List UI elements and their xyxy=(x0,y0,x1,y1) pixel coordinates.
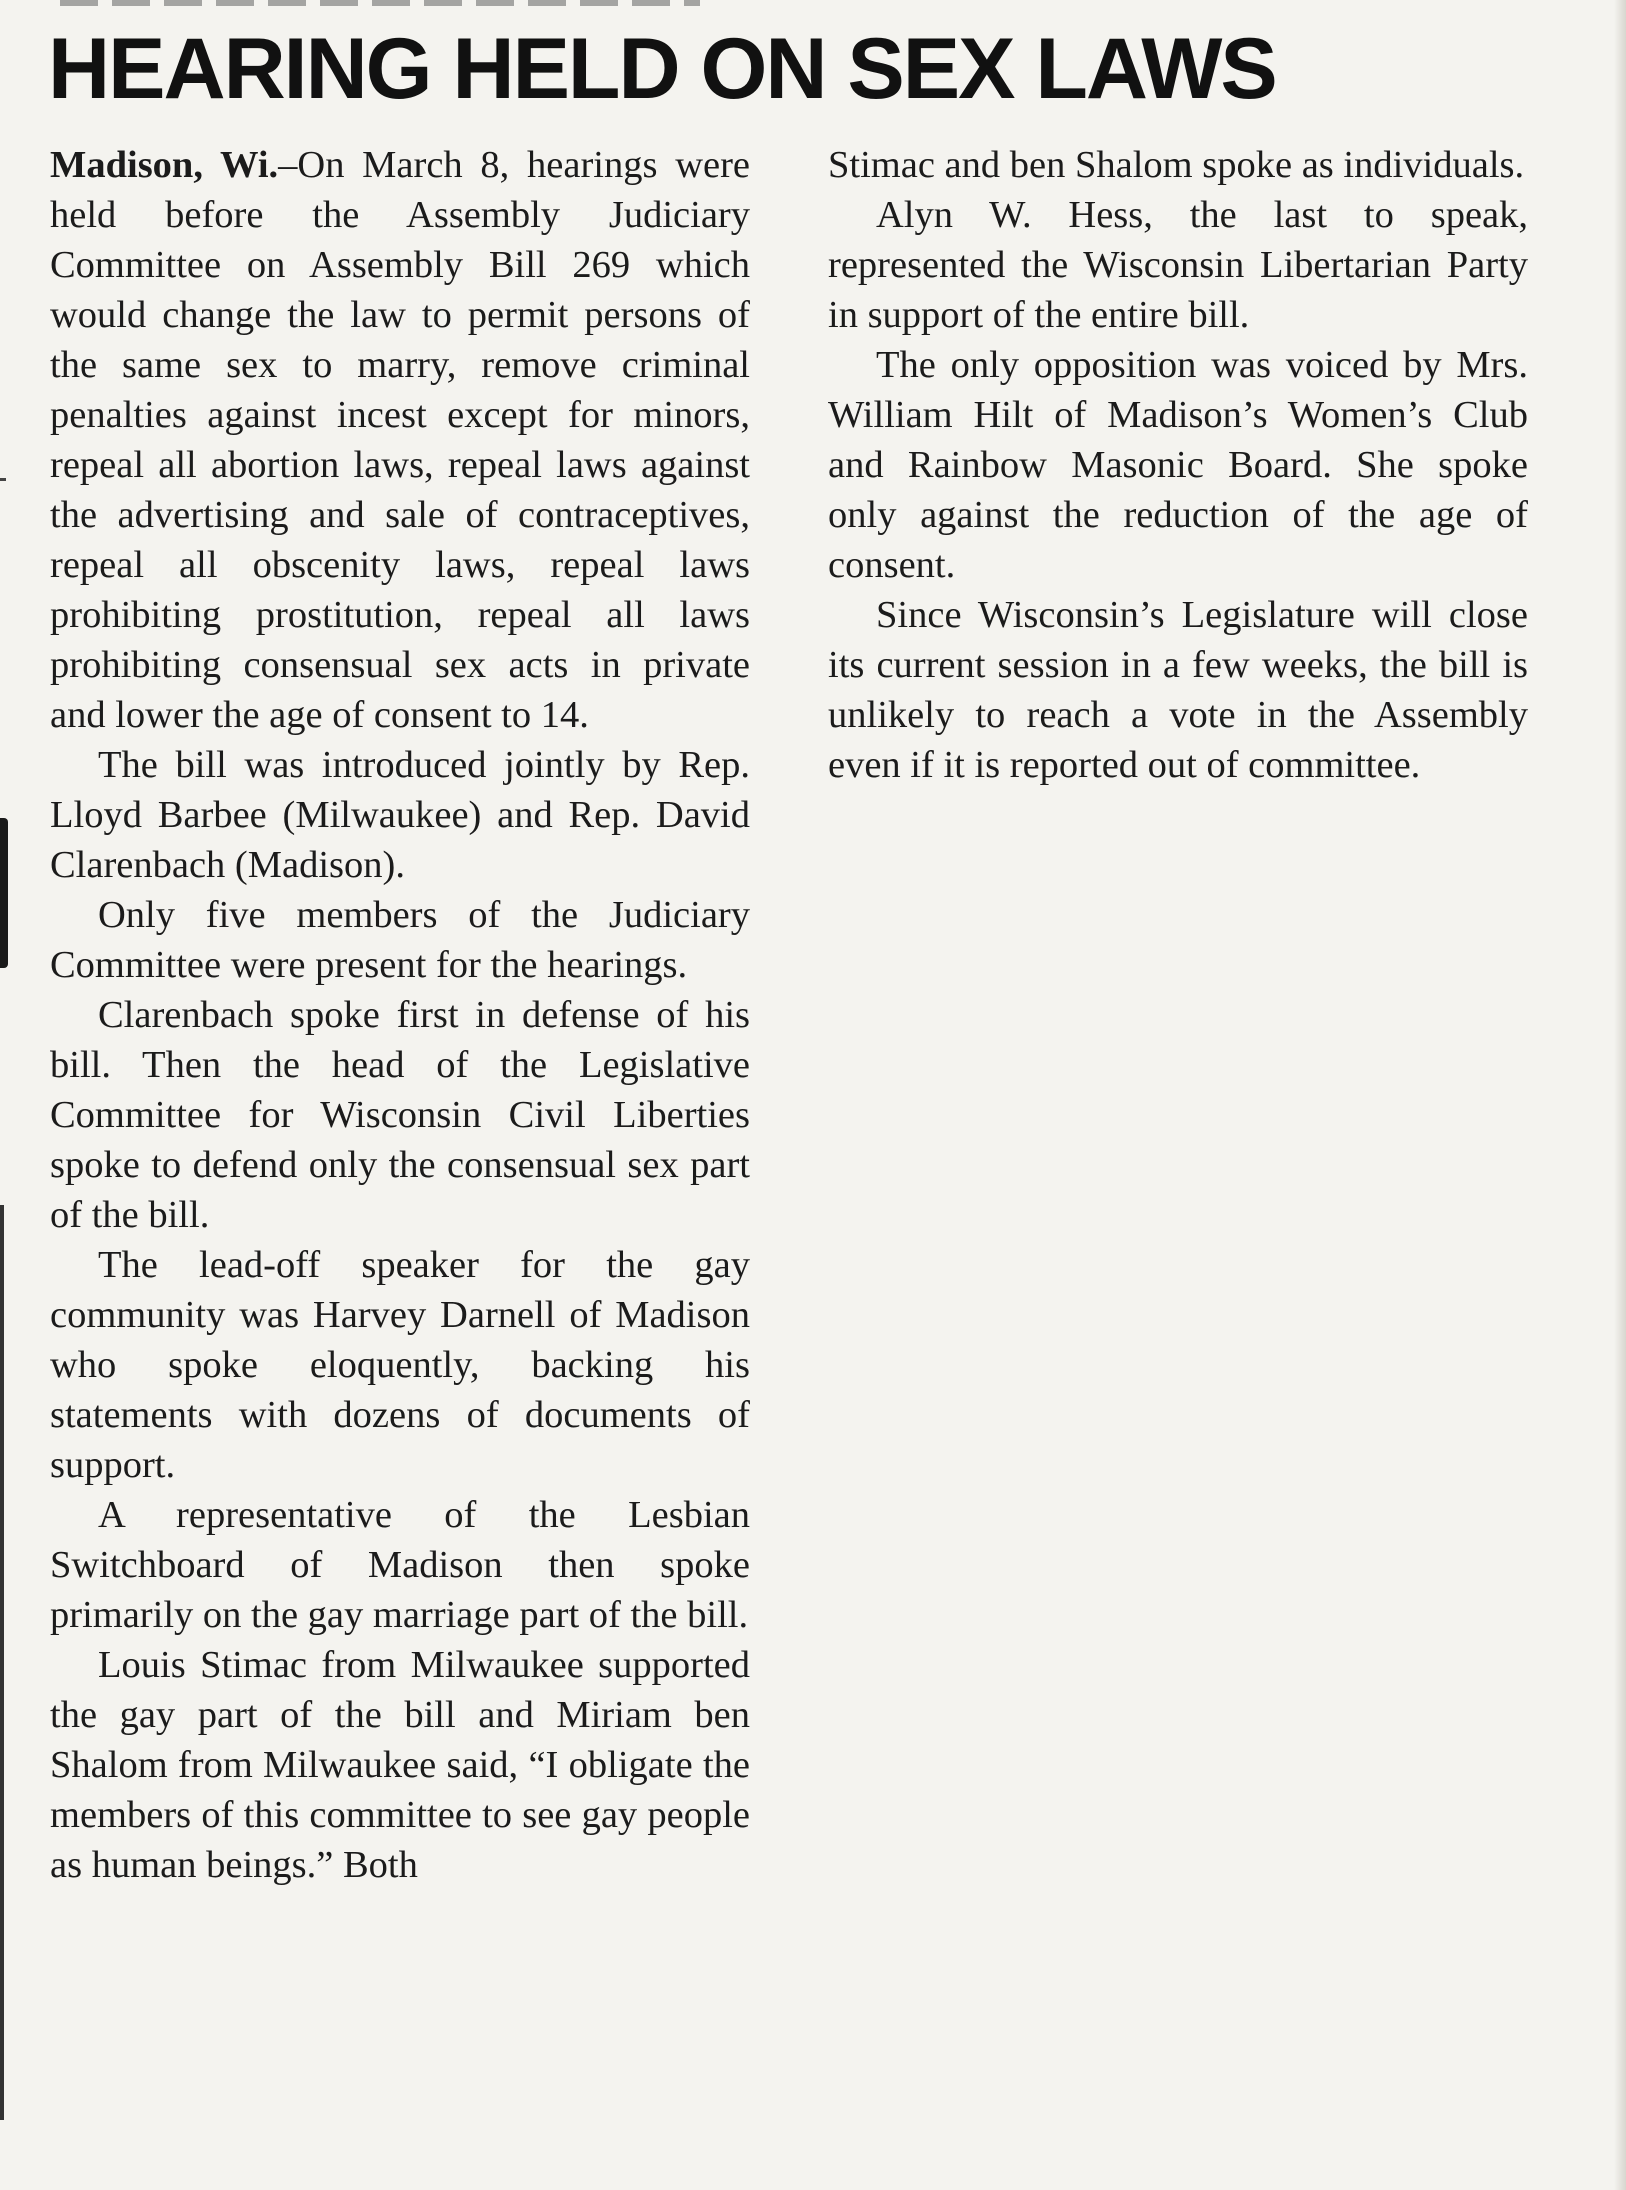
clipping-cut-edge xyxy=(60,0,700,6)
adjacent-column-rule xyxy=(0,818,8,968)
adjacent-column-border xyxy=(0,1205,4,2120)
article-paragraph: Stimac and ben Shalom spoke as individuals. xyxy=(828,144,1525,186)
article-column-right xyxy=(828,140,1528,790)
article-paragraph: A representative of the Lesbian Switchboard of Madison then spoke primarily on the gay marriage part of the bill. xyxy=(50,1494,750,1636)
article-paragraph: The bill was introduced jointly by Rep. Lloyd Barbee (Milwaukee) and Rep. David Clarenbach (Madison). xyxy=(50,744,750,886)
margin-mark xyxy=(0,478,6,481)
article-paragraph: Only five members of the Judiciary Committee were present for the hearings. xyxy=(50,894,750,986)
headline: HEARING HELD ON SEX LAWS xyxy=(48,21,1276,117)
paper-edge-shadow xyxy=(1614,0,1626,2190)
lead-text: –On March 8, hearings were held before the Assembly Judiciary Committee on Assembly Bill 269 which would change the law to permit persons of the same sex to marry, remove criminal penalties against incest except for minors, repeal all abortion laws, repeal laws against the advertising and sale of contraceptives, repeal all obscenity laws, repeal laws prohibiting prostitution, repeal all laws prohibiting consensual sex acts in private and lower the age of consent to 14. xyxy=(50,144,750,736)
article-paragraph xyxy=(50,140,750,740)
article-paragraph: Clarenbach spoke first in defense of his bill. Then the head of the Legislative Committee for Wisconsin Civil Liberties spoke to defend only the consensual sex part of the bill. xyxy=(50,994,750,1236)
article-paragraph: The lead-off speaker for the gay community was Harvey Darnell of Madison who spoke eloquently, backing his statements with dozens of documents of support. xyxy=(50,1244,750,1486)
article-paragraph: Since Wisconsin’s Legislature will close its current session in a few weeks, the bill is unlikely to reach a vote in the Assembly even if it is reported out of committee. xyxy=(828,594,1528,786)
article-column-left xyxy=(50,140,750,1890)
dateline: Madison, Wi. xyxy=(50,144,279,186)
article-paragraph: The only opposition was voiced by Mrs. William Hilt of Madison’s Women’s Club and Rainbow Masonic Board. She spoke only against the reduction of the age of consent. xyxy=(828,344,1528,586)
article-paragraph: Louis Stimac from Milwaukee supported the gay part of the bill and Miriam ben Shalom from Milwaukee said, “I obligate the members of this committee to see gay people as human beings.” Both xyxy=(50,1644,750,1886)
article-paragraph: Alyn W. Hess, the last to speak, represented the Wisconsin Libertarian Party in support of the entire bill. xyxy=(828,194,1528,336)
